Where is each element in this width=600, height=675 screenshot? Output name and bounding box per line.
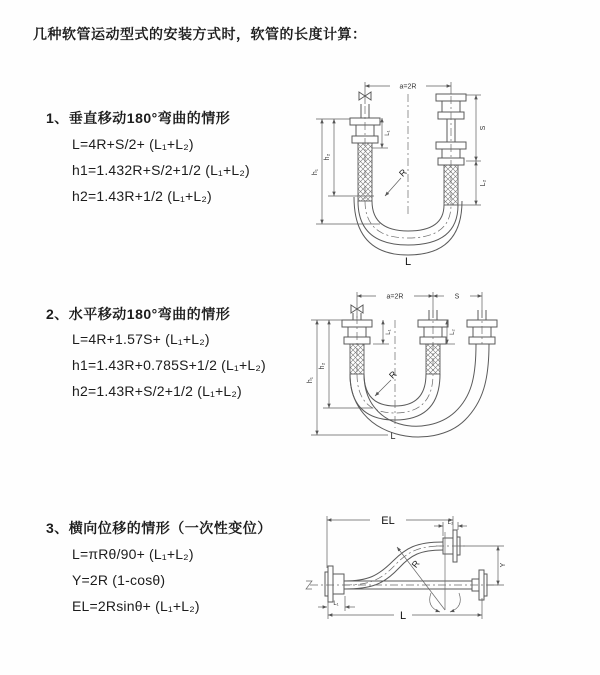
diagram-vertical-180-bend <box>308 64 598 268</box>
section-3-formula-Y: Y=2R (1-cosθ) <box>72 572 166 588</box>
d2-hose-curves <box>350 310 489 437</box>
d3-hose-curve <box>344 542 443 589</box>
d3-label-el: EL <box>381 515 395 527</box>
d1-label-s: S <box>480 125 487 131</box>
d3-label-l2: L₂ <box>447 520 454 526</box>
angle-swing-arrow <box>450 593 460 612</box>
radius-leader <box>375 380 391 396</box>
d1-dimensions <box>312 82 487 224</box>
radius-leader <box>385 178 401 196</box>
section-1-formula-h1: h1=1.432R+S/2+1/2 (L₁+L₂) <box>72 162 250 178</box>
section-2-formula-L: L=4R+1.57S+ (L₁+L₂) <box>72 331 210 347</box>
section-3-formula-L: L=πRθ/90+ (L₁+L₂) <box>72 546 194 562</box>
section-3-formula-EL: EL=2Rsinθ+ (L₁+L₂) <box>72 598 200 614</box>
d3-label-y: Y <box>500 562 507 568</box>
d2-dimensions <box>307 292 482 435</box>
d1-label-h1: h₁ <box>312 168 319 176</box>
d2-label-L: L <box>390 431 396 441</box>
d2-label-a2r: a=2R <box>386 293 404 301</box>
d2-label-l2: L₂ <box>450 329 456 335</box>
section-3-heading: 3、横向位移的情形（一次性变位） <box>46 520 272 536</box>
d3-centerline <box>306 581 498 589</box>
d1-label-l2: L₂ <box>480 179 487 187</box>
section-2-formula-h1: h1=1.43R+0.785S+1/2 (L₁+L₂) <box>72 357 266 373</box>
d1-label-r: R <box>397 167 409 179</box>
d2-label-r: R <box>387 369 399 381</box>
d3-label-r: R <box>409 558 422 570</box>
d2-label-h1: h₁ <box>307 376 314 384</box>
angle-swing-arrow <box>430 593 440 612</box>
d3-angle-construction <box>397 532 460 612</box>
diagram-lateral-displacement <box>298 496 598 658</box>
page-title: 几种软管运动型式的安装方式时，软管的长度计算： <box>33 26 367 42</box>
d3-dimensions <box>318 515 507 622</box>
section-2-heading: 2、水平移动180°弯曲的情形 <box>46 306 231 322</box>
d1-label-l1: L₁ <box>385 130 391 136</box>
d1-label-a2r: a=2R <box>399 83 417 91</box>
d1-label-L: L <box>404 256 412 268</box>
diagram-horizontal-180-bend <box>303 280 600 458</box>
section-1-formula-L: L=4R+S/2+ (L₁+L₂) <box>72 136 194 152</box>
section-1-formula-h2: h2=1.43R+1/2 (L₁+L₂) <box>72 188 212 204</box>
d3-label-L: L <box>399 610 407 622</box>
section-1-heading: 1、垂直移动180°弯曲的情形 <box>46 110 231 126</box>
d2-label-l1: L₁ <box>386 329 392 335</box>
section-2-formula-h2: h2=1.43R+S/2+1/2 (L₁+L₂) <box>72 383 242 399</box>
d3-label-l1: L₁ <box>333 601 339 607</box>
d2-label-s: S <box>454 293 460 301</box>
d3-left-flange <box>325 566 344 602</box>
d2-label-h2: h₂ <box>319 362 326 370</box>
radius-leader <box>397 547 445 610</box>
d1-label-h2: h₂ <box>324 153 331 161</box>
